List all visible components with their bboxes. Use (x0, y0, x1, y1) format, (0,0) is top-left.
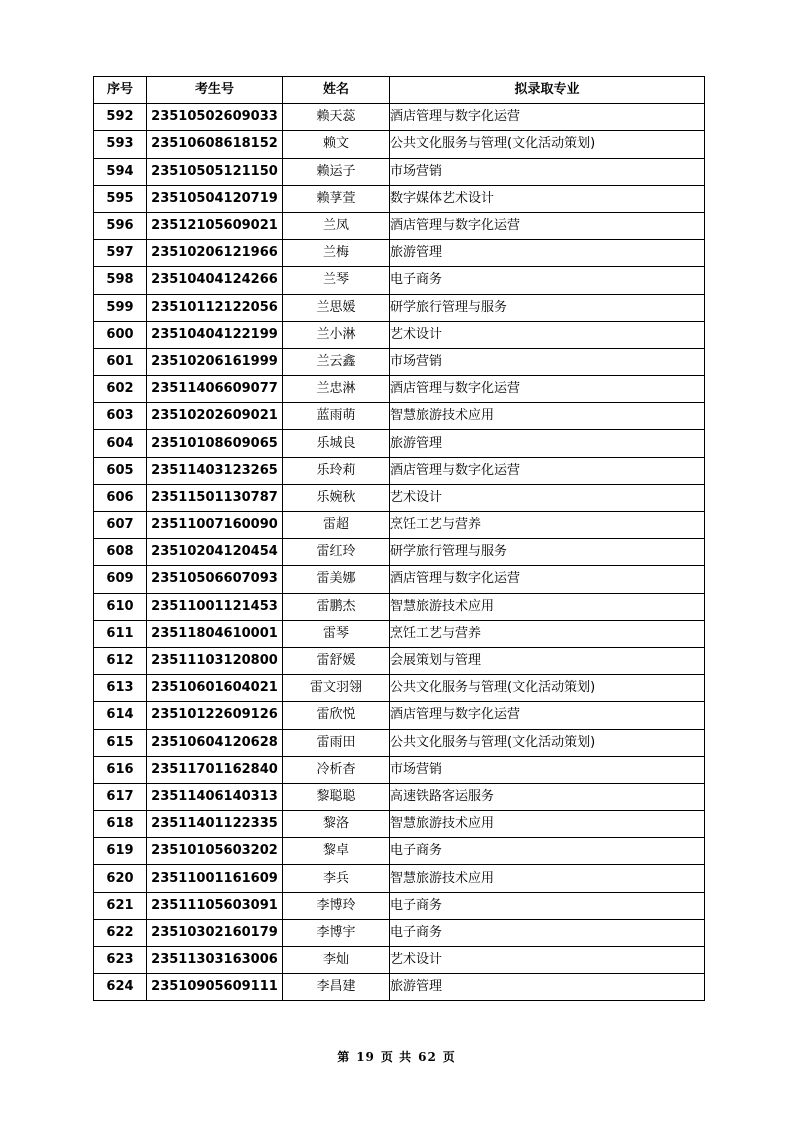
table-row (94, 403, 705, 430)
cell-seq: 612 (94, 647, 147, 674)
table-row (94, 865, 705, 892)
table-row (94, 811, 705, 838)
cell-exam-id: 23510905609111 (147, 974, 283, 1001)
cell-major: 公共文化服务与管理(文化活动策划) (390, 729, 705, 756)
cell-major: 酒店管理与数字化运营 (390, 376, 705, 403)
table-row (94, 321, 705, 348)
table-row (94, 185, 705, 212)
table-row (94, 892, 705, 919)
cell-exam-id: 23510108609065 (147, 430, 283, 457)
cell-seq: 605 (94, 457, 147, 484)
cell-major: 电子商务 (390, 892, 705, 919)
cell-name: 乐婉秋 (283, 484, 390, 511)
cell-exam-id: 23511501130787 (147, 484, 283, 511)
cell-major: 研学旅行管理与服务 (390, 539, 705, 566)
cell-name: 雷超 (283, 512, 390, 539)
cell-major: 电子商务 (390, 919, 705, 946)
cell-name: 李博玲 (283, 892, 390, 919)
table-row (94, 267, 705, 294)
page-footer (0, 1048, 793, 1065)
cell-name: 蓝雨萌 (283, 403, 390, 430)
cell-name: 乐玲莉 (283, 457, 390, 484)
table-row (94, 702, 705, 729)
cell-exam-id: 23510608618152 (147, 131, 283, 158)
cell-major: 研学旅行管理与服务 (390, 294, 705, 321)
cell-exam-id: 23510206161999 (147, 348, 283, 375)
header-exam-id: 考生号 (147, 77, 283, 104)
cell-seq: 620 (94, 865, 147, 892)
cell-exam-id: 23511701162840 (147, 756, 283, 783)
table-row (94, 430, 705, 457)
table-row (94, 539, 705, 566)
cell-major: 智慧旅游技术应用 (390, 811, 705, 838)
cell-name: 雷雨田 (283, 729, 390, 756)
cell-seq: 604 (94, 430, 147, 457)
cell-exam-id: 23510504120719 (147, 185, 283, 212)
cell-name: 黎卓 (283, 838, 390, 865)
cell-name: 雷琴 (283, 620, 390, 647)
table-row (94, 947, 705, 974)
table-row (94, 104, 705, 131)
cell-major: 智慧旅游技术应用 (390, 865, 705, 892)
cell-exam-id: 23511001161609 (147, 865, 283, 892)
cell-exam-id: 23510204120454 (147, 539, 283, 566)
footer-suffix: 页 (442, 1050, 456, 1064)
cell-major: 旅游管理 (390, 974, 705, 1001)
cell-seq: 619 (94, 838, 147, 865)
cell-seq: 601 (94, 348, 147, 375)
cell-major: 智慧旅游技术应用 (390, 403, 705, 430)
cell-name: 兰梅 (283, 240, 390, 267)
cell-exam-id: 23510404122199 (147, 321, 283, 348)
cell-seq: 595 (94, 185, 147, 212)
table-row (94, 512, 705, 539)
table-row (94, 783, 705, 810)
cell-exam-id: 23511105603091 (147, 892, 283, 919)
cell-seq: 608 (94, 539, 147, 566)
header-major: 拟录取专业 (390, 77, 705, 104)
table-row (94, 566, 705, 593)
cell-major: 烹饪工艺与营养 (390, 620, 705, 647)
cell-exam-id: 23510202609021 (147, 403, 283, 430)
footer-middle: 页 共 (380, 1050, 413, 1064)
cell-exam-id: 23510506607093 (147, 566, 283, 593)
cell-major: 公共文化服务与管理(文化活动策划) (390, 131, 705, 158)
cell-seq: 597 (94, 240, 147, 267)
cell-exam-id: 23512105609021 (147, 212, 283, 239)
table-row (94, 647, 705, 674)
cell-exam-id: 23510601604021 (147, 675, 283, 702)
cell-seq: 609 (94, 566, 147, 593)
cell-seq: 602 (94, 376, 147, 403)
cell-name: 黎聪聪 (283, 783, 390, 810)
cell-seq: 593 (94, 131, 147, 158)
cell-seq: 615 (94, 729, 147, 756)
cell-name: 雷舒媛 (283, 647, 390, 674)
table-row (94, 158, 705, 185)
admission-table (93, 76, 705, 1001)
cell-name: 雷欣悦 (283, 702, 390, 729)
footer-current-page: 19 (356, 1050, 375, 1064)
cell-major: 市场营销 (390, 756, 705, 783)
cell-major: 艺术设计 (390, 484, 705, 511)
cell-seq: 611 (94, 620, 147, 647)
cell-name: 雷美娜 (283, 566, 390, 593)
cell-name: 雷文羽翎 (283, 675, 390, 702)
cell-exam-id: 23510112122056 (147, 294, 283, 321)
cell-name: 冷析杳 (283, 756, 390, 783)
cell-major: 数字媒体艺术设计 (390, 185, 705, 212)
cell-name: 兰凤 (283, 212, 390, 239)
table-row (94, 348, 705, 375)
cell-name: 兰小淋 (283, 321, 390, 348)
cell-name: 李博宇 (283, 919, 390, 946)
cell-exam-id: 23511103120800 (147, 647, 283, 674)
cell-major: 电子商务 (390, 267, 705, 294)
cell-exam-id: 23511007160090 (147, 512, 283, 539)
cell-name: 黎洛 (283, 811, 390, 838)
cell-major: 旅游管理 (390, 430, 705, 457)
cell-name: 兰思媛 (283, 294, 390, 321)
table-row (94, 675, 705, 702)
cell-seq: 600 (94, 321, 147, 348)
table-body (94, 104, 705, 1001)
cell-major: 高速铁路客运服务 (390, 783, 705, 810)
cell-seq: 596 (94, 212, 147, 239)
cell-name: 雷红玲 (283, 539, 390, 566)
table-row (94, 974, 705, 1001)
cell-name: 乐城良 (283, 430, 390, 457)
table-row (94, 240, 705, 267)
cell-seq: 607 (94, 512, 147, 539)
cell-name: 兰忠淋 (283, 376, 390, 403)
table-row (94, 457, 705, 484)
cell-major: 电子商务 (390, 838, 705, 865)
cell-seq: 610 (94, 593, 147, 620)
cell-seq: 603 (94, 403, 147, 430)
cell-major: 酒店管理与数字化运营 (390, 104, 705, 131)
cell-seq: 621 (94, 892, 147, 919)
table-row (94, 376, 705, 403)
cell-name: 李昌建 (283, 974, 390, 1001)
cell-name: 李兵 (283, 865, 390, 892)
header-seq: 序号 (94, 77, 147, 104)
cell-seq: 594 (94, 158, 147, 185)
table-row (94, 729, 705, 756)
table-row (94, 620, 705, 647)
footer-prefix: 第 (337, 1050, 351, 1064)
cell-major: 旅游管理 (390, 240, 705, 267)
cell-exam-id: 23510404124266 (147, 267, 283, 294)
cell-name: 李灿 (283, 947, 390, 974)
cell-exam-id: 23510122609126 (147, 702, 283, 729)
cell-exam-id: 23510604120628 (147, 729, 283, 756)
cell-seq: 617 (94, 783, 147, 810)
cell-exam-id: 23511401122335 (147, 811, 283, 838)
header-name: 姓名 (283, 77, 390, 104)
cell-major: 酒店管理与数字化运营 (390, 566, 705, 593)
cell-name: 兰云鑫 (283, 348, 390, 375)
cell-exam-id: 23510505121150 (147, 158, 283, 185)
table-row (94, 756, 705, 783)
table-row (94, 484, 705, 511)
table-row (94, 593, 705, 620)
cell-major: 酒店管理与数字化运营 (390, 212, 705, 239)
cell-major: 烹饪工艺与营养 (390, 512, 705, 539)
cell-name: 赖天蕊 (283, 104, 390, 131)
cell-major: 艺术设计 (390, 947, 705, 974)
cell-exam-id: 23510302160179 (147, 919, 283, 946)
cell-exam-id: 23511303163006 (147, 947, 283, 974)
cell-major: 酒店管理与数字化运营 (390, 457, 705, 484)
cell-exam-id: 23511001121453 (147, 593, 283, 620)
cell-exam-id: 23511406140313 (147, 783, 283, 810)
cell-major: 会展策划与管理 (390, 647, 705, 674)
table-row (94, 838, 705, 865)
cell-major: 艺术设计 (390, 321, 705, 348)
cell-exam-id: 23511804610001 (147, 620, 283, 647)
table-row (94, 294, 705, 321)
table-row (94, 919, 705, 946)
cell-seq: 616 (94, 756, 147, 783)
table-row (94, 212, 705, 239)
cell-exam-id: 23510206121966 (147, 240, 283, 267)
cell-exam-id: 23511406609077 (147, 376, 283, 403)
cell-seq: 592 (94, 104, 147, 131)
cell-seq: 598 (94, 267, 147, 294)
cell-seq: 622 (94, 919, 147, 946)
cell-exam-id: 23511403123265 (147, 457, 283, 484)
cell-exam-id: 23510502609033 (147, 104, 283, 131)
cell-seq: 599 (94, 294, 147, 321)
cell-name: 赖运子 (283, 158, 390, 185)
footer-total-pages: 62 (418, 1050, 437, 1064)
cell-name: 赖文 (283, 131, 390, 158)
cell-major: 公共文化服务与管理(文化活动策划) (390, 675, 705, 702)
cell-major: 智慧旅游技术应用 (390, 593, 705, 620)
cell-seq: 624 (94, 974, 147, 1001)
cell-seq: 606 (94, 484, 147, 511)
cell-major: 酒店管理与数字化运营 (390, 702, 705, 729)
cell-seq: 623 (94, 947, 147, 974)
cell-seq: 613 (94, 675, 147, 702)
cell-seq: 614 (94, 702, 147, 729)
table-row (94, 131, 705, 158)
cell-name: 赖莩萱 (283, 185, 390, 212)
cell-exam-id: 23510105603202 (147, 838, 283, 865)
cell-major: 市场营销 (390, 348, 705, 375)
cell-major: 市场营销 (390, 158, 705, 185)
table-header-row (94, 77, 705, 104)
cell-name: 兰琴 (283, 267, 390, 294)
cell-name: 雷鹏杰 (283, 593, 390, 620)
cell-seq: 618 (94, 811, 147, 838)
